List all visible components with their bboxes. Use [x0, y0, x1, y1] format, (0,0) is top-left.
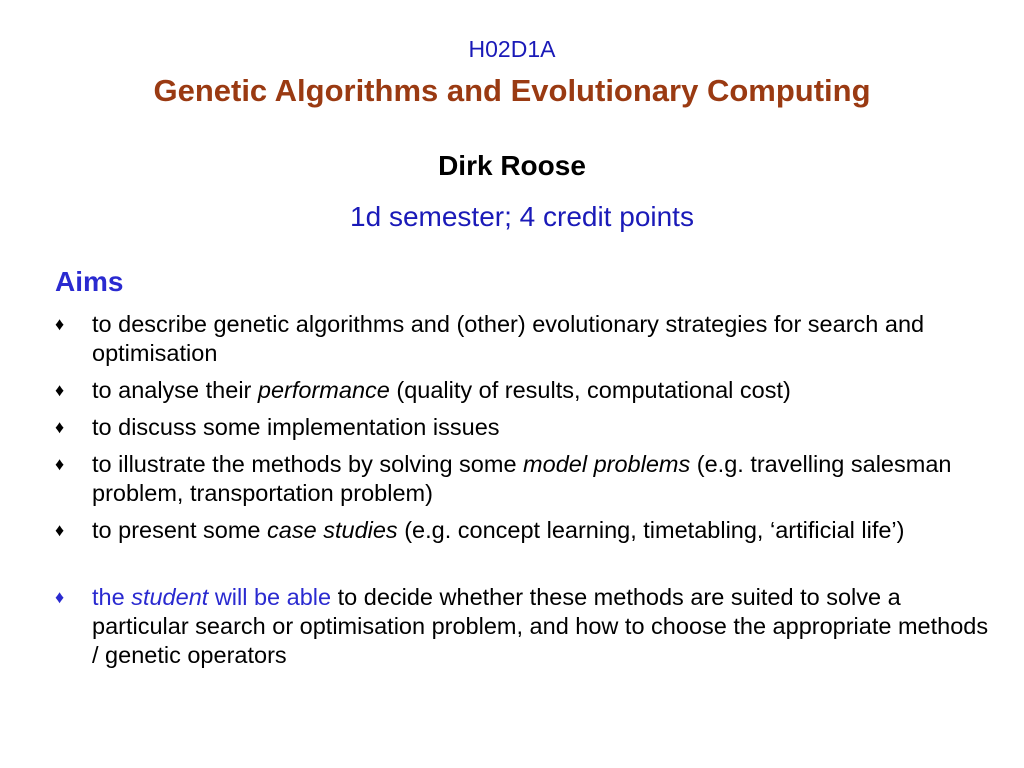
lecturer-name: Dirk Roose [438, 150, 586, 181]
outcome-text: will be able [208, 584, 332, 610]
aim-text: to describe genetic algorithms and (other) evolutionary strategies for search and optimisation [92, 311, 925, 366]
diamond-bullet-icon: ♦ [55, 417, 65, 437]
aim-text: to discuss some implementation issues [92, 414, 500, 440]
diamond-bullet-icon: ♦ [55, 587, 65, 607]
aim-text: to analyse their [92, 377, 258, 403]
diamond-bullet-icon: ♦ [55, 380, 65, 400]
aim-text: (e.g. travelling salesman problem, transportation problem) [92, 451, 952, 506]
aim-text: (quality of results, computational cost) [389, 377, 791, 403]
aim-outcome-item [55, 583, 995, 670]
outcome-text: the [92, 584, 132, 610]
aim-item [55, 376, 995, 405]
aim-item [55, 516, 995, 545]
aim-item [55, 310, 995, 368]
aim-item [55, 413, 995, 442]
aim-text: (e.g. concept learning, timetabling, ‘artificial life’) [397, 517, 905, 543]
aim-emphasis: case studies [267, 517, 398, 543]
diamond-bullet-icon: ♦ [55, 454, 65, 474]
aim-emphasis: model problems [523, 451, 691, 477]
outcome-emphasis: student [131, 584, 209, 610]
course-code: H02D1A [468, 36, 556, 62]
diamond-bullet-icon: ♦ [55, 520, 65, 540]
semester-credits: 1d semester; 4 credit points [350, 201, 694, 232]
diamond-bullet-icon: ♦ [55, 314, 65, 334]
aims-heading: Aims [55, 266, 124, 297]
aims-list [55, 310, 995, 678]
outcome-text: to decide whether these methods are suited to solve a particular search or optimisation problem, and how to choose the appropriate methods / genetic operators [92, 584, 989, 668]
aim-item [55, 450, 995, 508]
aim-text: to illustrate the methods by solving some [92, 451, 524, 477]
aim-emphasis: performance [257, 377, 390, 403]
course-title: Genetic Algorithms and Evolutionary Computing [153, 73, 871, 108]
aim-text: to present some [92, 517, 268, 543]
